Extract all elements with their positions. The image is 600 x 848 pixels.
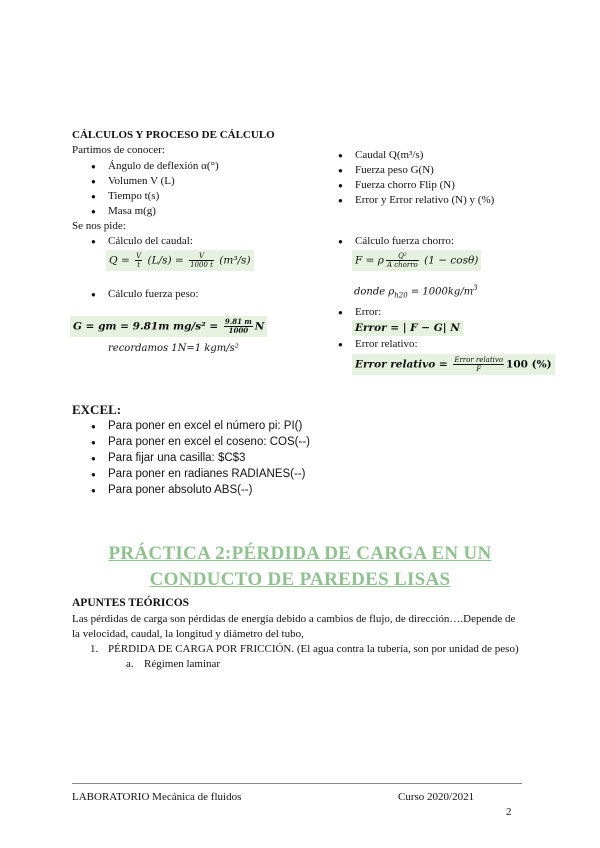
- donde-rho-text: donde $\rho_{h20} = 1000kg/m^3$: [354, 284, 478, 300]
- paragraph-line2: la velocidad, caudal, la longitud y diámetro del tubo,: [72, 628, 304, 640]
- numbered-item-text: PÉRDIDA DE CARGA POR FRICCIÓN. (El agua contra la tubería, son por unidad de peso): [108, 643, 519, 655]
- known-item-volume: ● Volumen V (L): [108, 175, 175, 187]
- calc-peso-label: ● Cálculo fuerza peso:: [108, 288, 198, 300]
- result-item-error: ● Error y Error relativo (N) y (%): [355, 194, 494, 206]
- subtitle-apuntes: APUNTES TEÓRICOS: [72, 597, 190, 609]
- footer-divider: [72, 783, 522, 784]
- caudal-formula: Q = $\frac{V}{t}$ (L/s) = $\frac{V}{1000 t}$ (m³/s): [106, 250, 254, 271]
- error-label: ● Error:: [355, 306, 381, 318]
- footer-right: Curso 2020/2021: [398, 791, 475, 803]
- known-item-angle: ● Ángulo de deflexión α(°): [108, 160, 219, 172]
- error-relativo-formula: Error relativo = $\frac{\text{Error relativo}}{F}$ 100 (%): [352, 354, 555, 375]
- result-item-fuerza-peso: ● Fuerza peso G(N): [355, 164, 434, 176]
- known-item-time: ● Tiempo t(s): [108, 190, 159, 202]
- paragraph-line1: Las pérdidas de carga son pérdidas de energía debido a cambios de flujo, de dirección….Depende de: [72, 613, 516, 625]
- excel-item-radianes: ● Para poner en radianes RADIANES(--): [108, 468, 306, 480]
- known-item-mass: ● Masa m(g): [108, 205, 156, 217]
- known-intro: Partimos de conocer:: [72, 144, 165, 156]
- peso-formula: G = gm = 9.81m mg/s² = $\frac{9.81 m}{1000}$ N: [70, 316, 267, 337]
- practice-title-line1: PRÁCTICA 2:PÉRDIDA DE CARGA EN UN: [108, 543, 492, 564]
- practice-title-line2: CONDUCTO DE PAREDES LISAS: [149, 569, 451, 590]
- page-number: 2: [506, 806, 512, 818]
- error-formula: Error = | F − G| N: [352, 320, 463, 336]
- excel-item-cos: ● Para poner en excel el coseno: COS(--): [108, 436, 310, 448]
- excel-item-abs: ● Para poner absoluto ABS(--): [108, 484, 252, 496]
- error-relativo-label: ● Error relativo:: [355, 338, 418, 350]
- chorro-formula: F = ρ $\frac{\text{Q²}}{\text{A chorro}}$ (1 − cosθ): [352, 250, 481, 271]
- asked-intro: Se nos pide:: [72, 220, 126, 232]
- footer-left: LABORATORIO Mecánica de fluidos: [72, 791, 242, 803]
- excel-item-fijar: ● Para fijar una casilla: $C$3: [108, 452, 245, 464]
- calc-caudal-label: ● Cálculo del caudal:: [108, 235, 193, 247]
- excel-item-pi: ● Para poner en excel el número pi: PI(): [108, 420, 302, 432]
- peso-note: recordamos 1N=1 kgm/s²: [108, 343, 239, 354]
- calc-chorro-label: ● Cálculo fuerza chorro:: [355, 235, 454, 247]
- result-item-caudal: ● Caudal Q(m³/s): [355, 149, 423, 161]
- result-item-fuerza-chorro: ● Fuerza chorro Flip (N): [355, 179, 455, 191]
- numbered-item-marker: 1.: [90, 643, 99, 655]
- sub-item-marker: a.: [126, 658, 134, 670]
- section-title-excel: EXCEL:: [72, 402, 122, 417]
- section-title-calculos: CÁLCULOS Y PROCESO DE CÁLCULO: [72, 129, 275, 141]
- sub-item-text: Régimen laminar: [144, 658, 221, 670]
